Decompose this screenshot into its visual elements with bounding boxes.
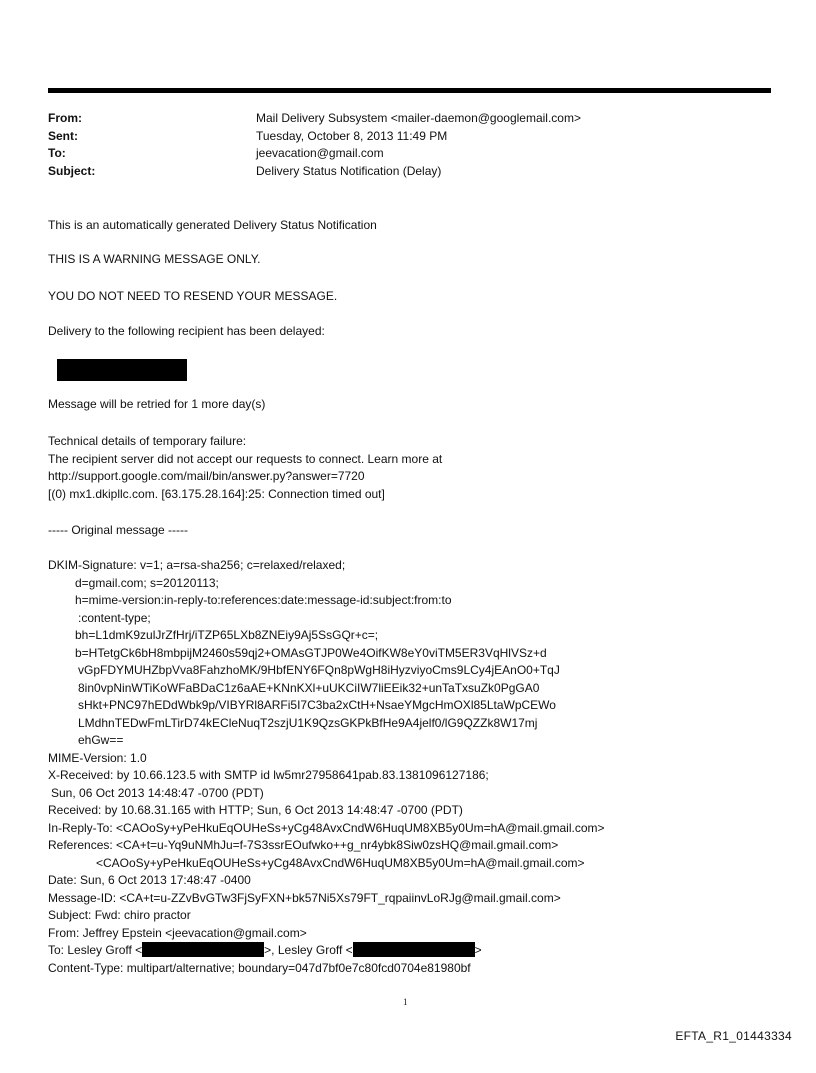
subject-row	[48, 163, 581, 181]
technical-details	[48, 433, 442, 503]
tech-line: [(0) mx1.dkipllc.com. [63.175.28.164]:25: Connection timed out]	[48, 486, 385, 501]
intro-text: This is an automatically generated Delivery Status Notification	[48, 218, 377, 232]
delayed-text: Delivery to the following recipient has been delayed:	[48, 324, 325, 338]
header-line: Received: by 10.68.31.165 with HTTP; Sun, 6 Oct 2013 14:48:47 -0700 (PDT)	[48, 803, 463, 817]
header-line: Sun, 06 Oct 2013 14:48:47 -0700 (PDT)	[51, 785, 264, 800]
header-line: From: Jeffrey Epstein <jeevacation@gmail.com>	[48, 925, 307, 940]
header-line: In-Reply-To: <CAOoSy+yPeHkuEqOUHeSs+yCg48AvxCndW6HuqUM8XB5y0Um=hA@mail.gmail.com>	[48, 820, 605, 835]
header-line: <CAOoSy+yPeHkuEqOUHeSs+yCg48AvxCndW6HuqUM8XB5y0Um=hA@mail.gmail.com>	[96, 855, 585, 870]
dkim-line: vGpFDYMUHZbpVva8FahzhoMK/9HbfENY6FQn8pWgH8iHyzviyoCms9LCy4jEAnO0+TqJ	[78, 663, 560, 677]
from-row	[48, 110, 581, 128]
to-prefix: To: Lesley Groff <	[48, 943, 143, 957]
original-headers	[48, 557, 605, 977]
dkim-line: DKIM-Signature: v=1; a=rsa-sha256; c=relaxed/relaxed;	[48, 558, 346, 572]
dkim-line: bh=L1dmK9zulJrZfHrj/iTZP65LXb8ZNEiy9Aj5SsGQr+c=;	[75, 628, 379, 642]
dkim-line: d=gmail.com; s=20120113;	[75, 575, 219, 590]
sent-label: Sent:	[48, 128, 78, 143]
tech-line: The recipient server did not accept our requests to connect. Learn more at	[48, 451, 443, 466]
redaction-box	[142, 942, 264, 957]
header-line: Content-Type: multipart/alternative; boundary=047d7bf0e7c80fcd0704e81980bf	[48, 960, 471, 975]
page-number: 1	[403, 997, 408, 1007]
to-row	[48, 145, 581, 163]
header-line: Message-ID: <CA+t=u-ZZvBvGTw3FjSyFXN+bk57Ni5Xs79FT_rqpaiinvLoRJg@mail.gmail.com>	[48, 890, 561, 905]
dkim-line: ehGw==	[78, 733, 124, 747]
dkim-line: sHkt+PNC97hEDdWbk9p/VIBYRl8ARFi5I7C3ba2xCtH+NsaeYMgcHmOXl85LtaWpCEWo	[78, 698, 556, 712]
from-value: Mail Delivery Subsystem <mailer-daemon@googlemail.com>	[256, 111, 581, 125]
to-mid: >, Lesley Groff <	[264, 943, 353, 957]
support-link-text: http://support.google.com/mail/bin/answer.py?answer=7720	[48, 469, 365, 483]
retry-text: Message will be retried for 1 more day(s)	[48, 397, 266, 411]
header-line: Date: Sun, 6 Oct 2013 17:48:47 -0400	[48, 873, 251, 887]
dkim-line: LMdhnTEDwFmLTirD74kECleNuqT2szjU1K9QzsGKPkBfHe9A4jelf0/lG9QZZk8W17mj	[78, 715, 538, 730]
original-message-divider: ----- Original message -----	[48, 523, 189, 537]
header-line: MIME-Version: 1.0	[48, 750, 147, 765]
dkim-line: b=HTetgCk6bH8mbpijM2460s59qj2+OMAsGTJP0We4OifKW8eY0viTM5ER3VqHlVSz+d	[75, 645, 547, 660]
subject-label: Subject:	[48, 163, 96, 178]
redaction-box	[57, 359, 187, 381]
subject-value: Delivery Status Notification (Delay)	[256, 163, 442, 178]
to-line	[48, 942, 605, 960]
to-value: jeevacation@gmail.com	[256, 146, 384, 160]
header-line: References: <CA+t=u-Yq9uNMhJu=f-7S3ssrEOufwko++g_nr4ybk8Siw0zsHQ@mail.gmail.com>	[48, 838, 559, 852]
header-line: X-Received: by 10.66.123.5 with SMTP id lw5mr27958641pab.83.1381096127186;	[48, 768, 489, 782]
no-resend-text: YOU DO NOT NEED TO RESEND YOUR MESSAGE.	[48, 289, 338, 303]
to-end: >	[474, 943, 482, 957]
tech-title: Technical details of temporary failure:	[48, 434, 247, 448]
header-line: Subject: Fwd: chiro practor	[48, 908, 191, 922]
dkim-line: 8in0vpNinWTiKoWFaBDaC1z6aAE+KNnKXl+uUKCiIW7liEEik32+unTaTxsuZk0PgGA0	[78, 680, 540, 695]
email-header	[48, 110, 581, 180]
warning-text: THIS IS A WARNING MESSAGE ONLY.	[48, 252, 261, 266]
document-id: EFTA_R1_01443334	[675, 1029, 792, 1043]
redaction-box	[353, 942, 475, 957]
header-rule	[48, 88, 771, 93]
dkim-line: :content-type;	[78, 610, 151, 625]
dkim-line: h=mime-version:in-reply-to:references:date:message-id:subject:from:to	[75, 593, 452, 607]
to-label: To:	[48, 146, 66, 160]
sent-row	[48, 128, 581, 146]
sent-value: Tuesday, October 8, 2013 11:49 PM	[256, 128, 448, 143]
from-label: From:	[48, 111, 82, 125]
